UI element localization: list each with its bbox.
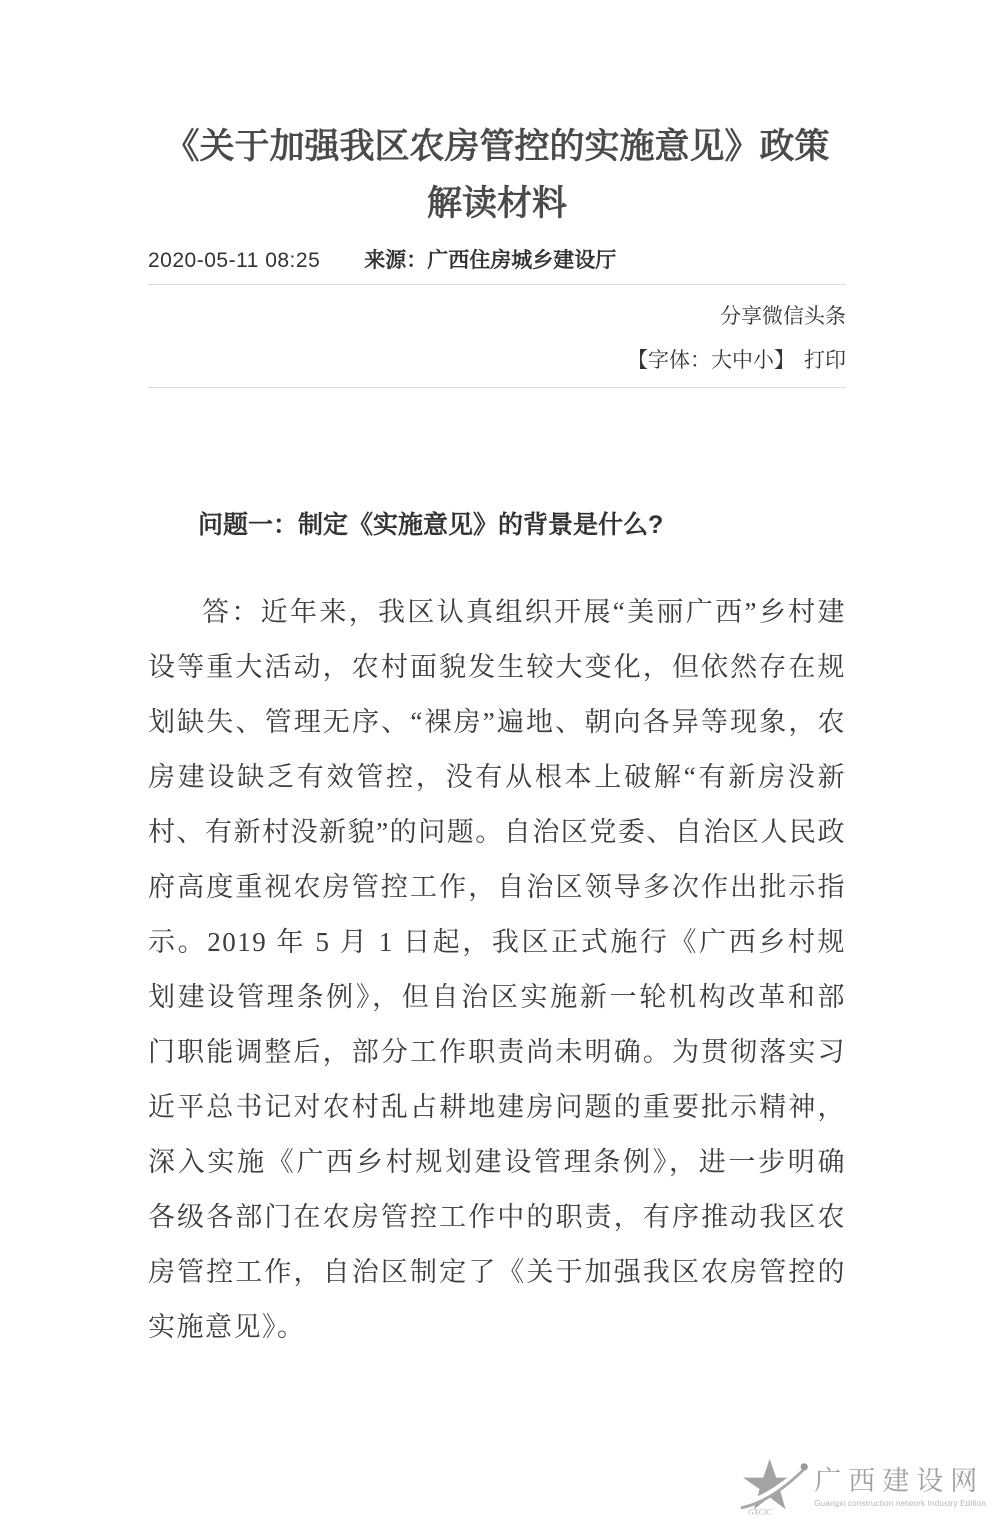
watermark-site-name: 广西建设网 [814, 1466, 985, 1496]
share-bar [148, 300, 846, 330]
site-watermark [738, 1457, 986, 1517]
article-page [0, 118, 992, 1521]
font-size-medium-button[interactable]: 中 [732, 349, 753, 372]
watermark-tagline: Guangxi construction network Industry Edition [814, 1499, 986, 1508]
article-content [148, 118, 846, 1355]
share-wechat-link[interactable]: 微信 [762, 305, 804, 328]
article-title: 《关于加强我区农房管控的实施意见》政策解读材料 [164, 127, 830, 223]
watermark-text [814, 1466, 986, 1508]
star-logo-icon [738, 1457, 810, 1517]
font-size-toolbar [148, 344, 846, 388]
source-label: 来源：广西住房城乡建设厅 [364, 249, 617, 272]
question-heading: 问题一：制定《实施意见》的背景是什么? [198, 511, 664, 539]
publish-date: 2020-05-11 08:25 [148, 249, 321, 272]
font-size-small-button[interactable]: 小 [753, 349, 774, 372]
print-button[interactable]: 打印 [804, 349, 846, 372]
font-size-suffix: 】 [774, 349, 795, 372]
share-toutiao-link[interactable]: 头条 [804, 305, 846, 328]
article-meta [148, 244, 846, 285]
font-size-large-button[interactable]: 大 [711, 349, 732, 372]
answer-paragraph: 答：近年来，我区认真组织开展“美丽广西”乡村建设等重大活动，农村面貌发生较大变化，但依然存在规划缺失、管理无序、“裸房”遍地、朝向各异等现象，农房建设缺乏有效管控，没有从根本上破解“有新房没新村、有新村没新貌”的问题。自治区党委、自治区人民政府高度重视农房管控工作，自治区领导多次作出批示指示。2019 年 5 月 1 日起，我区正式施行《广西乡村规划建设管理条例》，但自治区实施新一轮机构改革和部门职能调整后，部分工作职责尚未明确。为贯彻落实习近平总书记对农村乱占耕地建房问题的重要批示精神，深入实施《广西乡村规划建设管理条例》，进一步明确各级各部门在农房管控工作中的职责，有序推动我区农房管控工作，自治区制定了《关于加强我区农房管控的实施意见》。 [148, 597, 846, 1342]
logo-script-text: GXCIC [748, 1507, 773, 1517]
share-label: 分享 [720, 305, 762, 328]
font-size-prefix: 【字体： [627, 349, 711, 372]
